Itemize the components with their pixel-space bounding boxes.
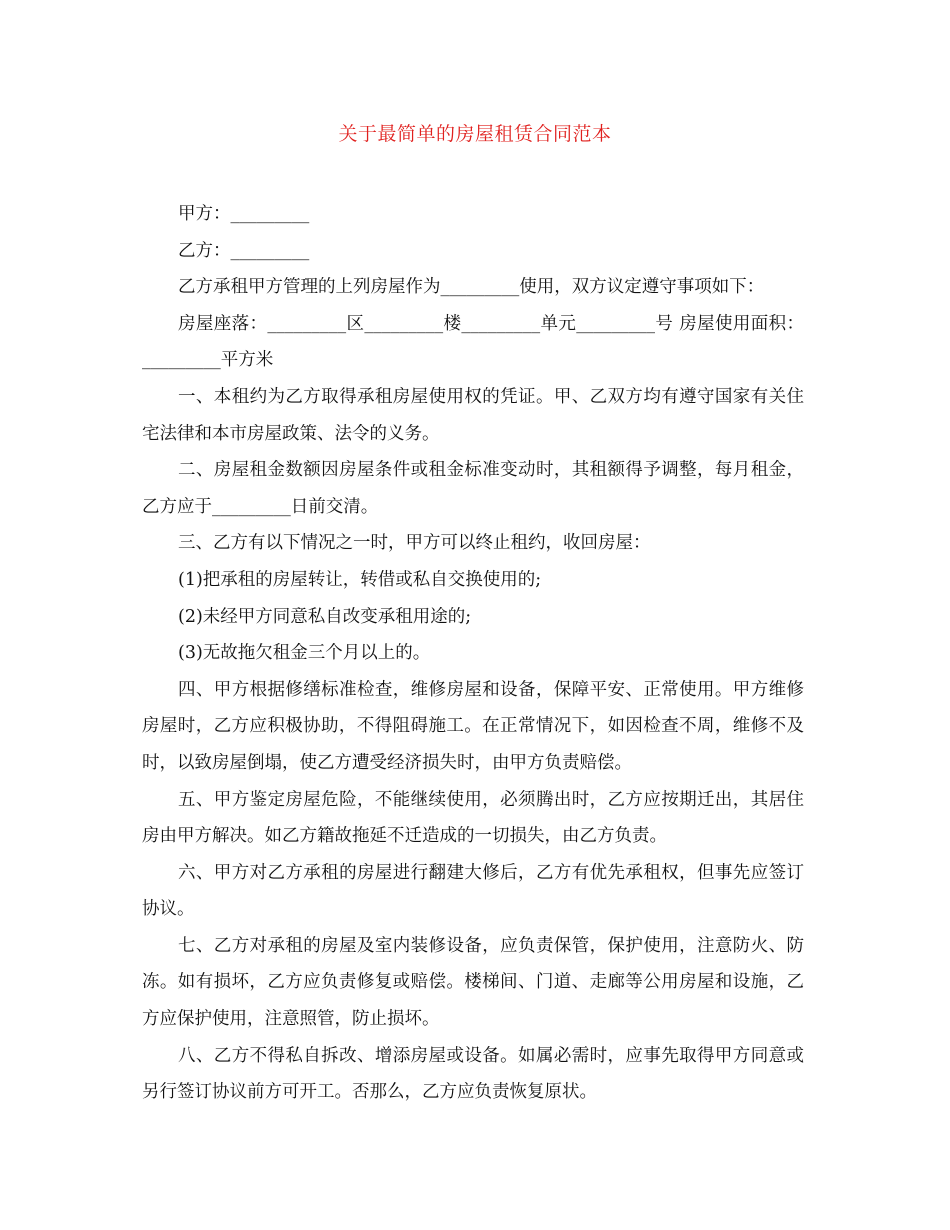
property-location-paragraph: 房屋座落：_________区_________楼_________单元_________号 房屋使用面积：_________平方米 <box>142 313 804 371</box>
clause-7: 七、乙方对承租的房屋及室内装修设备，应负责保管，保护使用，注意防火、防冻。如有损坏，乙方应负责修复或赔偿。楼梯间、门道、走廊等公用房屋和设施，乙方应保护使用，注意照管，防止损坏。 <box>142 935 804 1030</box>
clause-6: 六、甲方对乙方承租的房屋进行翻建大修后，乙方有优先承租权，但事先应签订协议。 <box>142 862 804 920</box>
party-a-line: 甲方：_________ <box>178 204 310 224</box>
clause-3: 三、乙方有以下情况之一时，甲方可以终止租约，收回房屋： <box>178 533 651 554</box>
clause-3-item-2: (2)未经甲方同意私自改变承租用途的; <box>178 606 472 627</box>
clause-3-item-3: (3)无故拖欠租金三个月以上的。 <box>178 643 431 664</box>
clause-4: 四、甲方根据修缮标准检查，维修房屋和设备，保障平安、正常使用。甲方维修房屋时，乙方应积极协助，不得阻碍施工。在正常情况下，如因检查不周，维修不及时，以致房屋倒塌，使乙方遭受经济损失时，由甲方负责赔偿。 <box>142 679 804 773</box>
party-b-line: 乙方：_________ <box>178 240 310 261</box>
clause-8: 八、乙方不得私自拆改、增添房屋或设备。如属必需时，应事先取得甲方同意或另行签订协议前方可开工。否那么，乙方应负责恢复原状。 <box>142 1045 804 1103</box>
clause-3-item-1: (1)把承租的房屋转让，转借或私自交换使用的; <box>178 569 542 590</box>
intro-paragraph: 乙方承租甲方管理的上列房屋作为_________使用，双方议定遵守事项如下： <box>178 277 765 298</box>
document-title: 关于最简单的房屋租赁合同范本 <box>338 123 612 145</box>
clause-5: 五、甲方鉴定房屋危险，不能继续使用，必须腾出时，乙方应按期迁出，其居住房由甲方解决。如乙方籍故拖延不迁造成的一切损失，由乙方负责。 <box>142 789 804 847</box>
clause-1: 一、本租约为乙方取得承租房屋使用权的凭证。甲、乙双方均有遵守国家有关住宅法律和本市房屋政策、法令的义务。 <box>142 386 804 444</box>
document-body <box>142 196 804 1111</box>
clause-2: 二、房屋租金数额因房屋条件或租金标准变动时，其租额得予调整，每月租金，乙方应于_________日前交清。 <box>142 460 804 517</box>
